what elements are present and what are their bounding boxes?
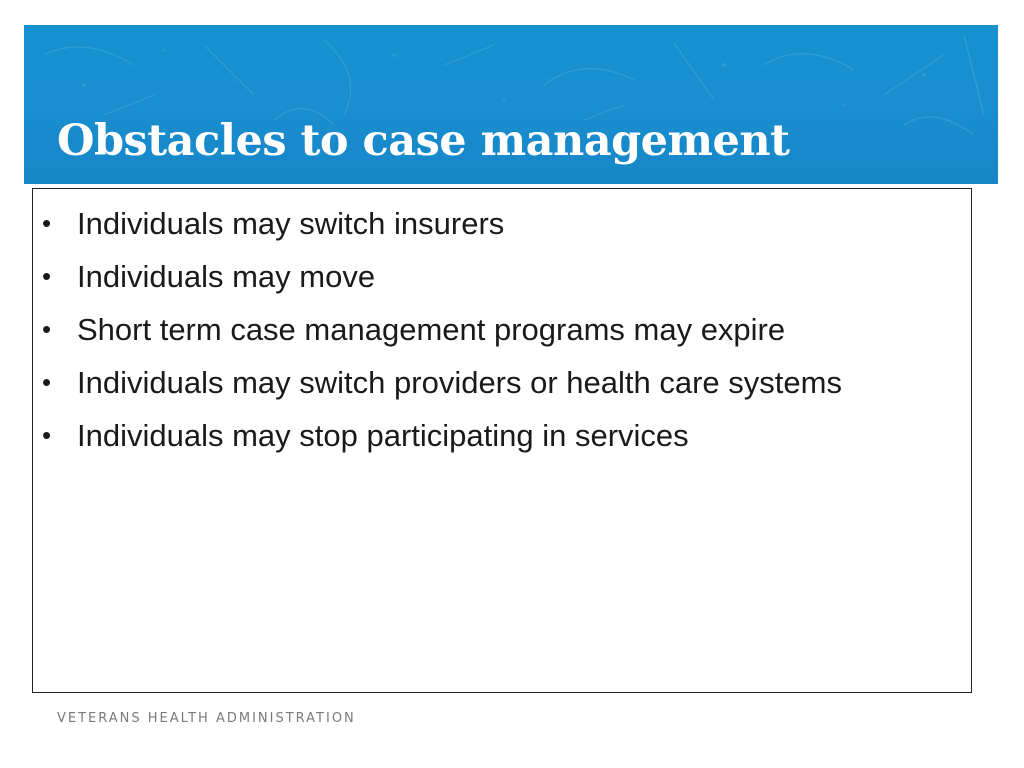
list-item-text: Individuals may stop participating in services	[77, 418, 689, 453]
bullet-icon: •	[42, 261, 52, 291]
list-item-text: Individuals may switch providers or health care systems	[77, 365, 842, 400]
bullet-icon: •	[42, 420, 52, 450]
list-item	[33, 200, 963, 247]
content-box	[32, 188, 972, 693]
slide-title: Obstacles to case management	[57, 116, 790, 166]
bullet-icon: •	[42, 367, 52, 397]
list-item	[33, 253, 963, 300]
list-item-text: Individuals may move	[77, 259, 376, 294]
list-item	[33, 359, 963, 406]
list-item	[33, 412, 963, 459]
list-item	[33, 306, 963, 353]
bullet-icon: •	[42, 208, 52, 238]
list-item-text: Individuals may switch insurers	[77, 206, 505, 241]
footer-organization: VETERANS HEALTH ADMINISTRATION	[57, 711, 356, 726]
bullet-icon: •	[42, 314, 52, 344]
bullet-list	[33, 200, 963, 465]
list-item-text: Short term case management programs may expire	[77, 312, 786, 347]
